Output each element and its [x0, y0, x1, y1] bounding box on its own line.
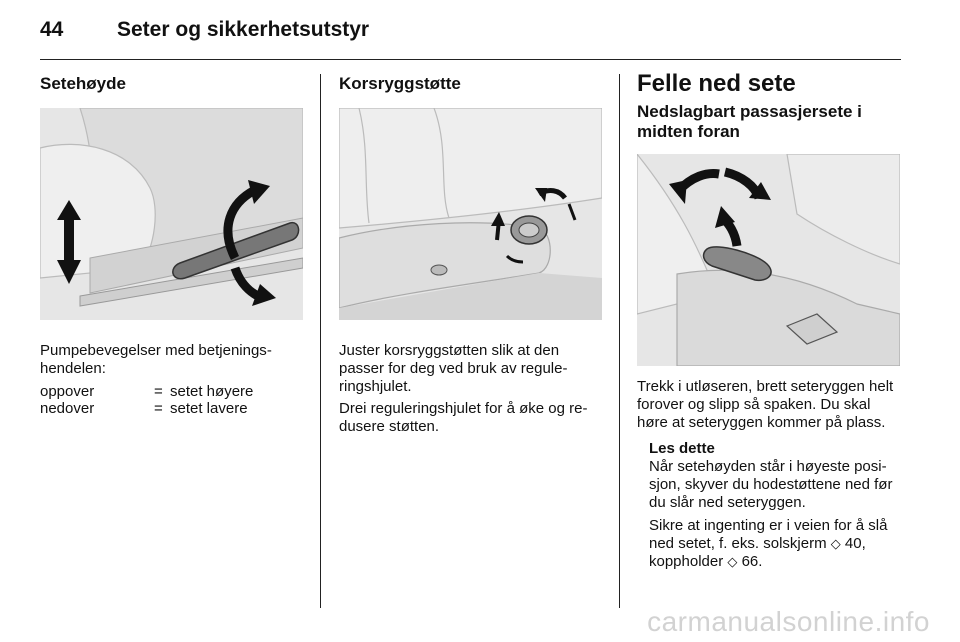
section-heading-fold-seat: Felle ned sete: [637, 70, 796, 97]
header-divider: [40, 59, 901, 60]
seat-height-instruction: Pumpebevegelser med betjeningshendelen:: [40, 342, 272, 377]
page-ref-icon: ◇: [727, 554, 738, 569]
row-equals: =: [154, 400, 163, 417]
column-seat-height: [40, 74, 303, 417]
note-text-mid: , koppholder: [649, 535, 866, 570]
watermark: carmanualsonline.info: [647, 606, 930, 637]
note-box: [649, 440, 900, 571]
lumbar-instruction-2: Drei reguleringshjulet for å øke og redusere støtten.: [339, 400, 588, 435]
page-title: Seter og sikkerhetsutstyr: [117, 18, 370, 41]
page-number: 44: [40, 18, 64, 41]
column-divider-2: [619, 74, 620, 608]
seat-height-table: [40, 383, 253, 417]
note-text-end: .: [758, 553, 763, 570]
seat-height-lever-illustration: [40, 108, 303, 320]
lumbar-instruction-1: Juster korsryggstøtten slik at den passer for deg ved bruk av reguleringshjulet.: [339, 342, 568, 395]
column-lumbar-support: [339, 74, 602, 436]
page-header: [40, 18, 900, 50]
lumbar-support-wheel-illustration: [339, 108, 602, 320]
row-value: setet høyere: [170, 383, 254, 400]
row-key: nedover: [40, 400, 95, 417]
subheading-middle-seat: Nedslagbart passasjersete i midten foran: [637, 102, 862, 141]
section-heading-seat-height: Setehøyde: [40, 74, 126, 93]
row-key: oppover: [40, 383, 95, 400]
note-paragraph-2: [649, 517, 900, 571]
row-equals: =: [154, 383, 163, 400]
note-text-start: Sikre at ingenting er i veien for å slå ned setet, f. eks. solskjerm: [649, 517, 888, 552]
table-row: [40, 383, 253, 400]
column-divider-1: [320, 74, 321, 608]
table-row: [40, 400, 253, 417]
fold-seat-release-illustration: [637, 154, 900, 366]
page-ref-link-66[interactable]: 66: [741, 553, 759, 570]
note-title: Les dette: [649, 440, 715, 457]
row-value: setet lavere: [170, 400, 248, 417]
section-heading-lumbar: Korsryggstøtte: [339, 74, 461, 93]
column-fold-seat: [637, 70, 900, 571]
note-paragraph-1: Når setehøyden står i høyeste posisjon, skyver du hodestøttene ned før du slår ned seteryggen.: [649, 458, 893, 511]
fold-seat-instruction: Trekk i utløseren, brett seteryggen helt forover og slipp så spaken. Du skal høre at seteryggen kommer på plass.: [637, 378, 894, 431]
page-ref-icon: ◇: [830, 536, 841, 551]
page-ref-link-40[interactable]: 40: [844, 535, 862, 552]
